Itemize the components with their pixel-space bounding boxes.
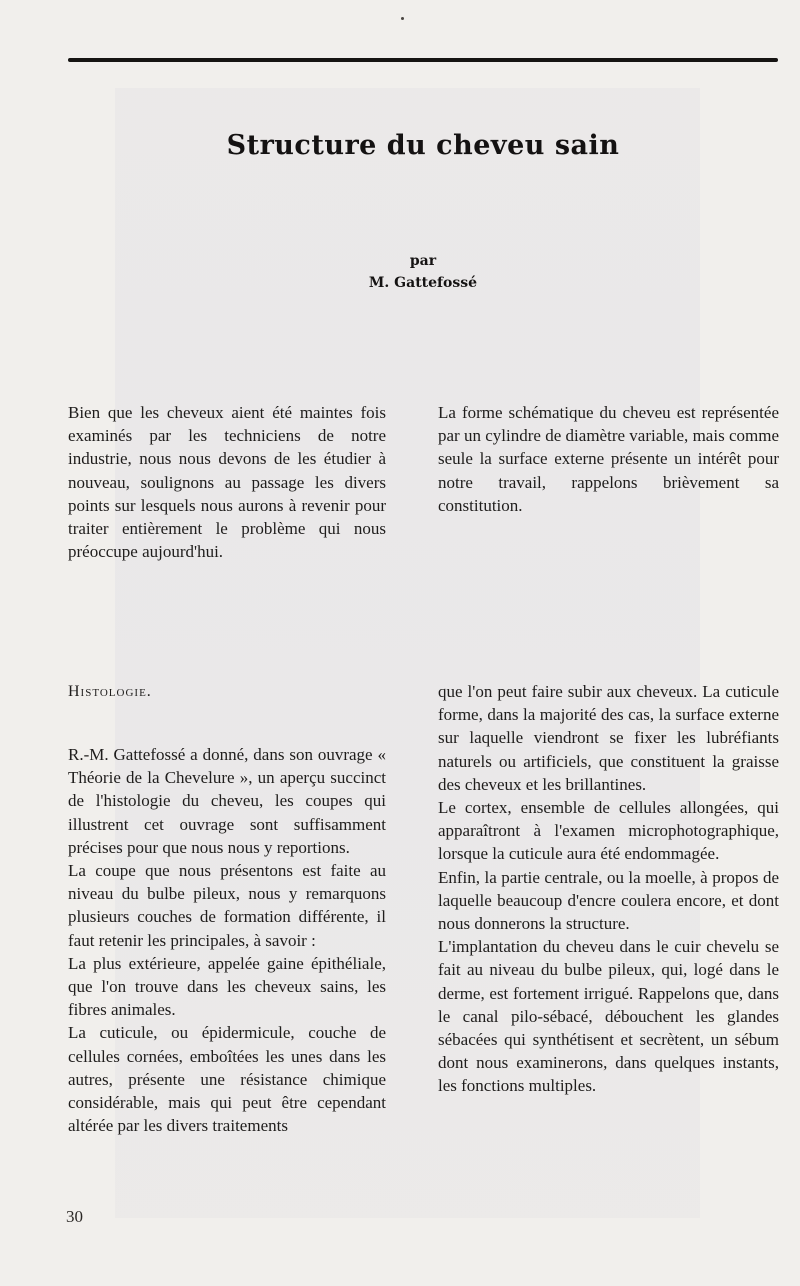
body-paragraph: La plus extérieure, appelée gaine épithéliale, que l'on trouve dans les cheveux sains, les fibres animales. bbox=[68, 953, 386, 1020]
ink-speck bbox=[401, 17, 404, 20]
body-paragraph: Le cortex, ensemble de cellules allongées, qui apparaîtront à l'examen microphotographique, lorsque la cuticule aura été endommagée. bbox=[438, 798, 779, 864]
top-rule bbox=[68, 58, 778, 62]
page-number: 30 bbox=[66, 1207, 83, 1226]
body-paragraph: R.-M. Gattefossé a donné, dans son ouvrage « Théorie de la Chevelure », un aperçu succinct de l'histologie du cheveu, les coupes qui illustrent cet ouvrage sont suffisamment précises pour que nous nous y reportions. bbox=[68, 745, 386, 857]
article-title: Structure du cheveu sain bbox=[226, 130, 620, 161]
intro-paragraph: La forme schématique du cheveu est représentée par un cylindre de diamètre variable, mais comme seule la surface externe présente un intérêt pour notre travail, rappelons brièvement sa constitution. bbox=[438, 403, 779, 515]
body-paragraph: Enfin, la partie centrale, ou la moelle, à propos de laquelle beaucoup d'encre coulera encore, et dont nous donnerons la structure. bbox=[438, 867, 779, 934]
intro-left-column bbox=[68, 401, 386, 563]
section-heading: Histologie. bbox=[68, 683, 152, 700]
intro-paragraph: Bien que les cheveux aient été maintes fois examinés par les techniciens de notre industrie, nous nous devons de les étudier à nouveau, soulignons au passage les divers points sur lesquels nous aurons à revenir pour traiter entièrement le problème qui nous préoccupe aujourd'hui. bbox=[68, 403, 386, 562]
body-right-column bbox=[438, 680, 779, 1098]
body-paragraph: L'implantation du cheveu dans le cuir chevelu se fait au niveau du bulbe pileux, qui, logé dans le derme, est fortement irrigué. Rappelons que, dans le canal pilo-sébacé, débouchent les glandes sébacées qui synthétisent et secrètent, un sébum dont nous examinerons, dans quelques instants, les fonctions multiples. bbox=[438, 937, 779, 1096]
body-paragraph: La cuticule, ou épidermicule, couche de cellules cornées, emboîtées les unes dans les autres, présente une résistance chimique considérable, mais qui peut être cependant altérée par les divers traitements bbox=[68, 1023, 386, 1136]
body-left-column bbox=[68, 743, 386, 1137]
body-paragraph: que l'on peut faire subir aux cheveux. La cuticule forme, dans la majorité des cas, la surface externe sur laquelle viendront se fixer les lubréfiants naturels ou artificiels, que constituent la graisse des cheveux et les brillantines. bbox=[438, 682, 779, 794]
byline-par: par bbox=[409, 253, 437, 269]
body-paragraph: La coupe que nous présentons est faite au niveau du bulbe pileux, nous y remarquons plusieurs couches de formation différente, il faut retenir les principales, à savoir : bbox=[68, 861, 386, 950]
article-author: M. Gattefossé bbox=[368, 275, 478, 291]
intro-right-column bbox=[438, 401, 779, 517]
